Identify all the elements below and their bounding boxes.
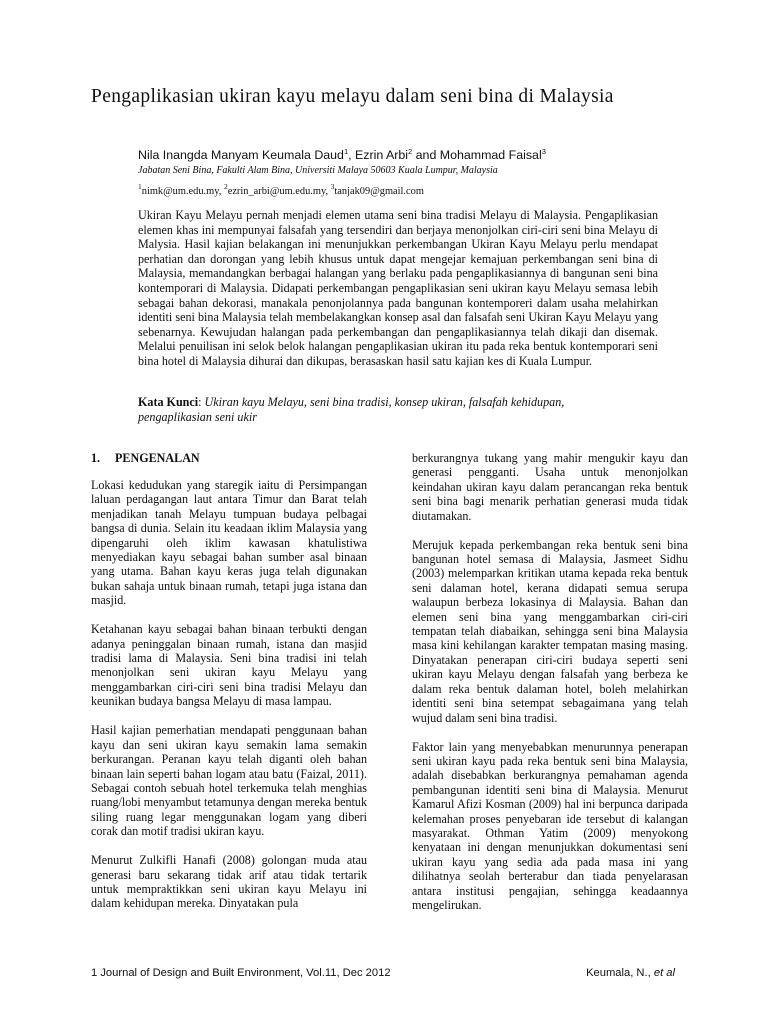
author-affil-mark: 1 xyxy=(343,147,349,156)
author-emails xyxy=(138,182,658,199)
paragraph: Menurut Zulkifli Hanafi (2008) golongan muda atau generasi baru sekarang tidak arif atau tidak tertarik untuk mempraktikkan seni ukiran kayu Melayu ini dalam kehidupan mereka. Dinyatakan pula xyxy=(91,853,367,911)
paragraph: Faktor lain yang menyebabkan menurunnya penerapan seni ukiran kayu pada reka bentuk seni bina Malaysia, adalah disebabkan berkurangnya pemahaman agenda pembangunan identiti seni bina di Malaysia. Menurut Kamarul Afizi Kosman (2009) hal ini berpunca daripada kelemahan proses penyebaran ide tersebut di kalangan masyarakat. Othman Yatim (2009) menyokong kenyataan ini dengan menunjukkan dokumentasi seni ukiran kayu yang sedia ada pada masa ini yang dilihatnya seolah berterabur dan tiada penyelarasan antara institusi pengajian, sehingga keadaannya mengelirukan. xyxy=(412,739,688,912)
footer-journal: 1 Journal of Design and Built Environment, Vol.11, Dec 2012 xyxy=(91,967,391,979)
abstract-text: Ukiran Kayu Melayu pernah menjadi elemen utama seni bina tradisi Melayu di Malaysia. Pengaplikasian elemen khas ini mempunyai falsafah yang tersendiri dan berjaya menonjolkan ciri-ciri seni bina Melayu di Malysia. Hasil kajian belakangan ini menunjukkan perkembangan Ukiran Kayu Melayu perlu mendapat perhatian dan dorongan yang lebih khusus untuk dapat mengejar kemajuan perkembangan seni bina di Malaysia, memandangkan berbagai halangan yang berlaku pada pengaplikasiannya di bangunan seni bina kontemporari di Malaysia. Didapati perkembangan pengaplikasian seni ukiran kayu Melayu semasa lebih sebagai bahan dekorasi, manakala penonjolannya pada bangunan kontemporeri dalam usaha melahirkan identiti seni bina Malaysia telah membelakangkan konsep asal dan falsafah seni Ukiran Kayu Melayu yang sebenarnya. Kewujudan halangan pada perkembangan dan pengaplikasiannya telah dikaji dan disemak. Melalui penuilisan ini selok belok halangan pengaplikasian ukiran itu pada reka bentuk kontemporari seni bina hotel di Malaysia dihurai dan dikupas, berasaskan hasil satu kajian kes di Kuala Lumpur. xyxy=(138,208,658,368)
email-address: ezrin_arbi@um.edu.my, xyxy=(227,186,331,197)
author-name: Mohammad Faisal xyxy=(439,148,542,162)
paragraph: Lokasi kedudukan yang staregik iaitu di Persimpangan laluan perdagangan laut antara Timur dan Barat telah menjadikan tanah Melayu tumpuan budaya pelbagai bangsa di dunia. Selain itu keadaan iklim Malaysia yang dipengaruhi oleh iklim kawasan khatulistiwa menyediakan kayu sebagai bahan sumber asal binaan yang utama. Bahan kayu keras juga telah digunakan bukan sahaja untuk binaan rumah, tetapi juga istana dan masjid. xyxy=(91,478,367,608)
keywords-text: Ukiran kayu Melayu, seni bina tradisi, konsep ukiran, falsafah kehidupan, pengaplikasian seni ukir xyxy=(138,395,565,424)
left-column xyxy=(91,451,367,911)
author-separator: and xyxy=(412,148,440,162)
footer-author xyxy=(586,966,675,980)
author-separator: , xyxy=(348,148,356,162)
email-address: nimk@um.edu.my, xyxy=(141,186,224,197)
keywords-label: Kata Kunci xyxy=(138,395,199,409)
email-mark: 2 xyxy=(223,182,228,191)
author-affil-mark: 3 xyxy=(541,147,546,156)
paper-title: Pengaplikasian ukiran kayu melayu dalam seni bina di Malaysia xyxy=(91,86,614,107)
author-name: Ezrin Arbi xyxy=(355,148,409,162)
abstract xyxy=(138,208,658,369)
email-mark: 1 xyxy=(138,182,142,191)
author-list xyxy=(138,148,658,163)
section-title: PENGENALAN xyxy=(115,451,200,465)
paragraph: berkurangnya tukang yang mahir mengukir kayu dan generasi pengganti. Usaha untuk menonjolkan keindahan ukiran kayu dalam perancangan reka bentuk seni bina bagi menarik perhatian generasi muda tidak diutamakan. xyxy=(412,451,688,523)
section-heading xyxy=(91,451,367,465)
footer-author-name: Keumala, N., xyxy=(586,967,654,979)
right-column xyxy=(412,451,688,912)
footer-et-al: et al xyxy=(653,967,675,979)
section-number: 1. xyxy=(91,451,101,465)
email-address: tanjak09@gmail.com xyxy=(334,186,424,197)
author-affil-mark: 2 xyxy=(408,147,413,156)
author-name: Nila Inangda Manyam Keumala Daud xyxy=(138,148,344,162)
keywords-colon: : xyxy=(198,395,205,409)
paragraph: Merujuk kepada perkembangan reka bentuk seni bina bangunan hotel semasa di Malaysia, Jasmeet Sidhu (2003) melemparkan kritikan utama kepada reka bentuk seni dalaman hotel, kerana didapati semua serupa walaupun berbeza lokasinya di Malaysia. Bahan dan elemen seni bina yang menggambarkan ciri-ciri tempatan telah diabaikan, sehingga seni bina Malaysia masa kini kehilangan karakter tempatan masing masing. Dinyatakan penerapan ciri-ciri budaya seperti seni ukiran kayu Melayu dengan falsafah yang berbeza ke dalam reka bentuk dalaman hotel, boleh melahirkan identiti seni bina setempat sebagaimana yang telah wujud dalam seni bina tradisi. xyxy=(412,537,688,725)
paragraph: Hasil kajian pemerhatian mendapati penggunaan bahan kayu dan seni ukiran kayu semakin lama semakin berkurangan. Peranan kayu telah diganti oleh bahan binaan lain seperti bahan logam atau batu (Faizal, 2011). Sebagai contoh sebuah hotel terkemuka telah menghias ruang/lobi menyambut tetamunya dengan mereka bentuk siling ruang legar menggunakan logam yang diberi corak dan motif tradisi ukiran kayu. xyxy=(91,723,367,839)
email-mark: 3 xyxy=(330,182,335,191)
author-affiliation: Jabatan Seni Bina, Fakulti Alam Bina, Universiti Malaya 50603 Kuala Lumpur, Malaysia xyxy=(138,165,498,176)
paragraph: Ketahanan kayu sebagai bahan binaan terbukti dengan adanya peninggalan binaan rumah, istana dan masjid tradisi lama di Malaysia. Seni bina tradisi ini telah menonjolkan seni ukiran kayu Melayu yang menggambarkan ciri-ciri seni bina tradisi Melayu dan keunikan budaya bangsa Melayu di masa lampau. xyxy=(91,622,367,709)
keywords xyxy=(138,395,638,424)
